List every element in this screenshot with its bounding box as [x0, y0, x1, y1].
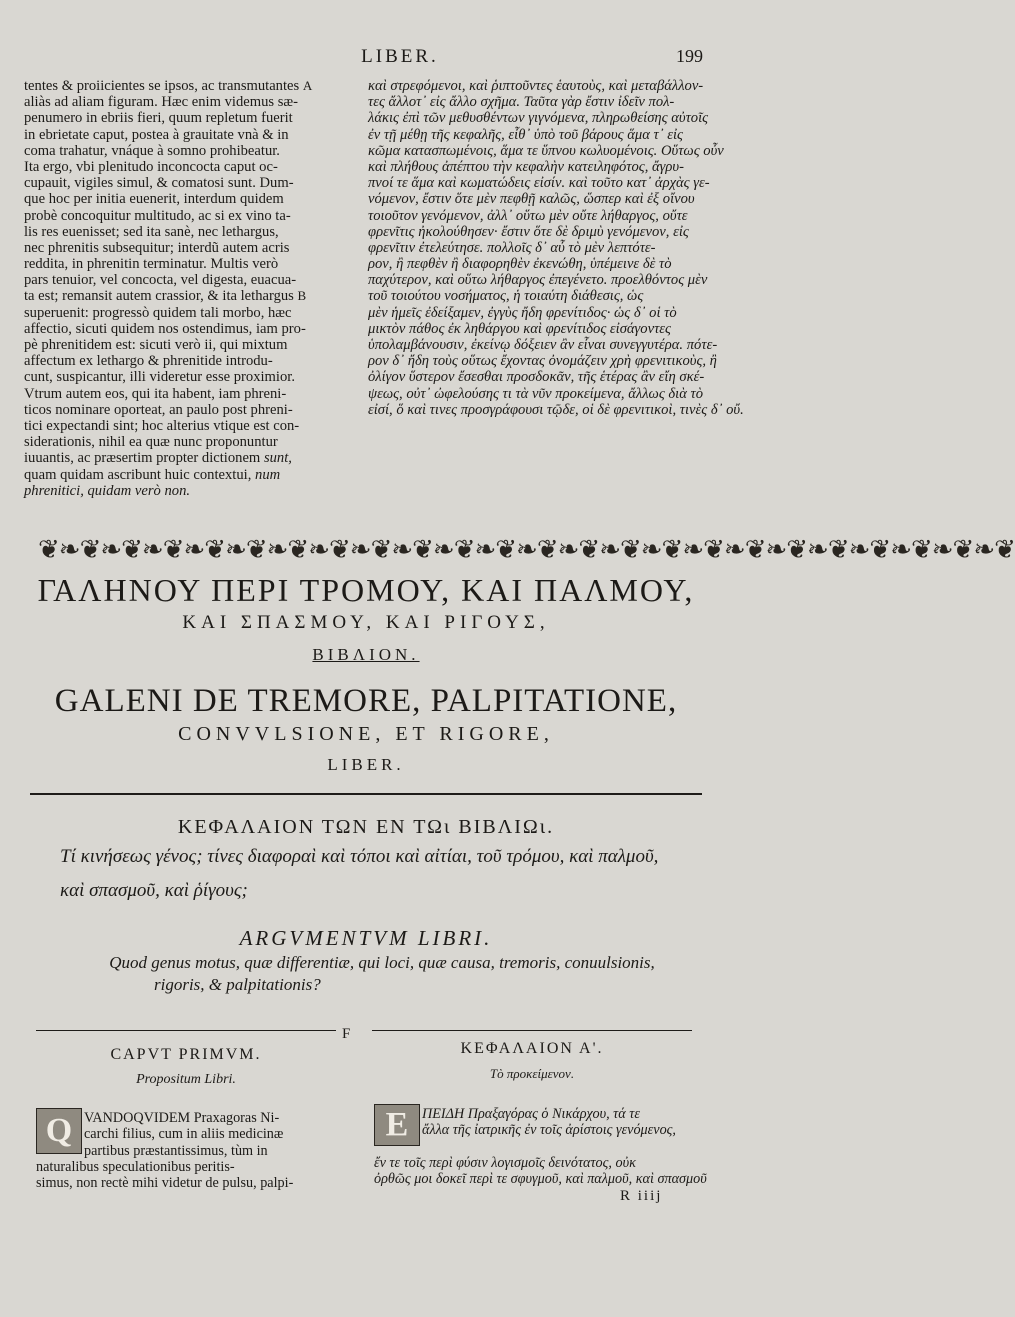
latin-line: cunt, suspicantur, illi videretur esse proximior. [24, 369, 295, 386]
greek-line: καὶ στρεφόμενοι, καὶ ῥιπτοῦντες ἑαυτοὺς, καὶ μεταβάλλον- [368, 78, 704, 94]
latin-line: tici expectandi sint; hoc alterius vtique est con- [24, 417, 300, 434]
latin-line: nec phrenitis subsequitur; interdũ autem acris [24, 239, 290, 256]
latin-line: pars tenuior, vel concocta, vel digesta, euacua- [24, 272, 297, 289]
decorated-initial: Q [36, 1108, 82, 1154]
chapter-heading-greek: ΚΕΦΑΛΑΙΟΝ Α'. [460, 1040, 604, 1057]
chapter-subtitle-greek: Τὸ προκείμενον. [489, 1066, 575, 1081]
latin-line: ta est; remansit autem crassior, & ita lethargus B [24, 288, 307, 305]
argument-line: Quod genus motus, quæ differentiæ, qui loci, quæ causa, tremoris, conuulsionis, [109, 953, 655, 972]
divider-rule [372, 1030, 692, 1031]
chapter-heading-latin: CAPVT PRIMVM. [110, 1046, 262, 1063]
latin-line: lis res euenisset; sed ita sanè, nec lethargus, [24, 223, 279, 240]
latin-line: superuenit: progressò quidem tali morbo, hæc [24, 304, 292, 321]
greek-body-line: ΠΕΙΔΗ Πραξαγόρας ὁ Νικάρχου, τά τε [422, 1106, 640, 1122]
chapter-list-line: Τί κινήσεως γένος; τίνες διαφοραὶ καὶ τόποι καὶ αἰτίαι, τοῦ τρόμου, καὶ παλμοῦ, [60, 846, 659, 867]
latin-subtitle: CONVVLSIONE, ET RIGORE, [178, 723, 554, 745]
greek-body-line: ἔν τε τοῖς περὶ φύσιν λογισμοῖς δεινότατος, οὐκ [374, 1155, 636, 1171]
latin-body-line: simus, non rectè mihi videtur de pulsu, palpi- [36, 1175, 294, 1192]
latin-line: iuuantis, ac præsertim propter dictionem sunt, [24, 450, 292, 467]
latin-liber: LIBER. [327, 755, 405, 774]
ornament-band: ❦❧❦❧❦❧❦❧❦❧❦❧❦❧❦❧❦❧❦❧❦❧❦❧❦❧❦❧❦❧❦❧❦❧❦❧❦❧❦❧❦❧❦❧❦❧❦ [38, 535, 1015, 564]
latin-body-line: partibus præstantissimus, tùm in [84, 1142, 268, 1159]
greek-line: ρον δ᾽ ἤδη τοὺς οὕτως ἔχοντας ὀνομάζειν χρὴ φρενιτικοὺς, ἢ [368, 353, 717, 370]
latin-line: Vtrum autem eos, qui ita habent, iam phreni- [24, 385, 287, 402]
latin-line: probè concoquitur multitudo, ac si ex vino ta- [24, 207, 291, 224]
latin-line: affectum ex lethargo & phrenitide introdu- [24, 353, 273, 370]
greek-title: ΓΑΛΗΝΟΥ ΠΕΡΙ ΤΡΟΜΟΥ, ΚΑΙ ΠΑΛΜΟΥ, [37, 572, 695, 608]
greek-line: καὶ πλήθους ἀπέπτου τὴν κεφαλὴν κατειληφότος, ἄγρυ- [368, 158, 684, 175]
divider-rule [30, 793, 702, 795]
greek-line: εἰσί, ὅ καὶ τινες προσγράφουσι τῷδε, οἱ δὲ φρενιτικοὶ, τινὲς δ᾽ οὔ. [368, 401, 744, 418]
latin-line: pè phrenitidem est: sicuti verò ii, qui mixtum [24, 337, 288, 353]
argument-line: rigoris, & palpitationis? [154, 975, 321, 994]
latin-line: quam quidam ascribunt huic contextui, num [24, 466, 281, 483]
greek-line: μὲν ἡμεῖς ἐδείξαμεν, ἐγγὺς ἤδη φρενίτιδος· ὡς δ᾽ οἱ τὸ [368, 304, 677, 321]
latin-line: aliàs ad aliam figuram. Hæc enim videmus sæ- [24, 94, 298, 111]
chapter-list-line: καὶ σπασμοῦ, καὶ ῥίγους; [60, 880, 248, 901]
latin-line: in ebrietate caput, postea à grauitate vnà & in [24, 126, 289, 143]
latin-body-line: naturalibus speculationibus peritis- [36, 1159, 235, 1175]
greek-line: τες ἄλλοτ᾽ εἰς ἄλλο σχῆμα. Ταῦτα γὰρ ἔστιν ἰδεῖν πολ- [368, 94, 675, 111]
latin-line: siderationis, nihil ea quæ nunc proponuntur [24, 434, 278, 451]
page-number: 199 [676, 46, 703, 66]
latin-body-line: VANDOQVIDEM Praxagoras Ni- [84, 1110, 280, 1126]
greek-line: φρενῖτιν ἐτελεύτησε. πολλοῖς δ᾽ αὖ τὸ μὲν λεπτότε- [368, 239, 656, 256]
latin-line: cupauit, vigiles simul, & comatosi sunt. Dum- [24, 175, 294, 192]
chapter-subtitle-latin: Propositum Libri. [136, 1072, 236, 1087]
latin-line: ticos nominare oporteat, an paulo post phreni- [24, 401, 293, 418]
decorated-initial: Ε [374, 1104, 420, 1146]
latin-line: tentes & proiicientes se ipsos, ac transmutantes A [24, 78, 313, 94]
latin-line: affectio, sicuti quidem nos ostendimus, iam pro- [24, 320, 306, 337]
greek-body-line: ὀρθῶς μοι δοκεῖ περὶ τε σφυγμοῦ, καὶ παλμοῦ, καὶ σπασμοῦ [374, 1171, 707, 1188]
greek-line: ὑπολαμβάνουσιν, ἐκείνῳ δόξειεν ἂν εἶναι συνεγγυτέρα. πότε- [368, 337, 718, 353]
greek-line: κῶμα κατασπωμένοις, ἅμα τε ὕπνου κωλυομένοις. Οὕτως οὖν [368, 142, 724, 159]
chapter-list-heading: ΚΕΦΑΛΑΙΟΝ ΤΩΝ ΕΝ ΤΩι ΒΙΒΛΙΩι. [177, 816, 555, 838]
greek-line: νόμενον, ἔστιν ὅτε μὲν πεφθῇ καλῶς, ὥσπερ καὶ ἐξ οἴνου [368, 191, 695, 208]
greek-body-line: ἄλλα τῆς ἰατρικῆς ἐν τοῖς ἀρίστοις γενόμενος, [422, 1122, 676, 1139]
greek-line: ὀλίγον ὕστερον ἔσεσθαι προσδοκᾶν, τῆς ἑτέρας ἂν εἴη σκέ- [368, 369, 705, 386]
running-title: LIBER. [361, 46, 439, 67]
latin-line: Ita ergo, vbi plenitudo inconcocta caput oc- [24, 158, 278, 175]
argument-heading: ARGVMENTVM LIBRI. [239, 926, 493, 950]
latin-line: reddita, in phrenitin terminatur. Multis verò [24, 256, 279, 273]
marker-f: F [342, 1026, 351, 1042]
greek-line: τοιοῦτον γενόμενον, ἀλλ᾽ οὕτω μὲν οὔτε λήθαργος, οὔτε [368, 207, 688, 224]
latin-body-line: carchi filius, cum in aliis medicinæ [84, 1126, 284, 1143]
greek-line: μικτὸν πάθος ἐκ ληθάργου καὶ φρενίτιδος εἰσάγοντες [368, 320, 671, 337]
greek-line: παχύτερον, καὶ οὕτω λήθαργος ἐπεγένετο. προελθόντος μὲν [368, 272, 708, 289]
latin-line: penumero in ebriis fieri, quum repletum fuerit [24, 110, 293, 127]
signature-mark: R iiij [620, 1188, 663, 1204]
greek-line: τοῦ τοιούτου νοσήματος, ἡ τοιαύτη διάθεσις, ὡς [368, 288, 644, 305]
greek-line: ἐν τῇ μέθῃ τῆς κεφαλῆς, εἶθ᾽ ὑπὸ τοῦ βάρους ἅμα τ᾽ εἰς [368, 126, 683, 143]
greek-line: φρενῖτις ἠκολούθησεν· ἔστιν ὅτε δὲ δριμὺ γενόμενον, εἰς [368, 223, 689, 240]
marker-b: B [297, 288, 307, 304]
divider-rule [36, 1030, 336, 1031]
marker-a: A [302, 78, 313, 93]
latin-body-start [84, 1110, 342, 1159]
greek-line: πνοί τε ἅμα καὶ κωματώδεις εἰσίν. καὶ τοῦτο κατ᾽ ἀρχὰς γε- [368, 175, 710, 192]
greek-subtitle: ΚΑΙ ΣΠΑΣΜΟΥ, ΚΑΙ ΡΙΓΟΥΣ, [182, 612, 550, 633]
greek-biblion: ΒΙΒΛΙΟΝ. [312, 645, 420, 664]
latin-title: GALENI DE TREMORE, PALPITATIONE, [54, 683, 678, 719]
greek-column [368, 78, 744, 418]
greek-body-cont [374, 1155, 707, 1188]
latin-line: que hoc per initia euenerit, interdum quidem [24, 191, 284, 208]
greek-body-start [422, 1106, 702, 1139]
latin-body-cont [36, 1159, 342, 1192]
greek-line: ρον, ἢ πεφθὲν ἢ διαφορηθὲν ἐκενώθη, ὑπέμεινε δὲ τὸ [368, 256, 672, 273]
greek-line: ψεως, οὐτ᾽ ὠφελούσης τι τὰ νῦν προκείμενα, ἄλλως διὰ τὸ [368, 385, 704, 402]
latin-column [24, 78, 354, 499]
latin-line: phrenitici, quidam verò non. [24, 482, 191, 499]
greek-line: λάκις ἐπὶ τῶν μεθυσθέντων γιγνόμενα, πληρωθείσης αὐτοῖς [368, 110, 709, 127]
latin-line: coma trahatur, vnáque à somno prohibeatur. [24, 142, 280, 159]
